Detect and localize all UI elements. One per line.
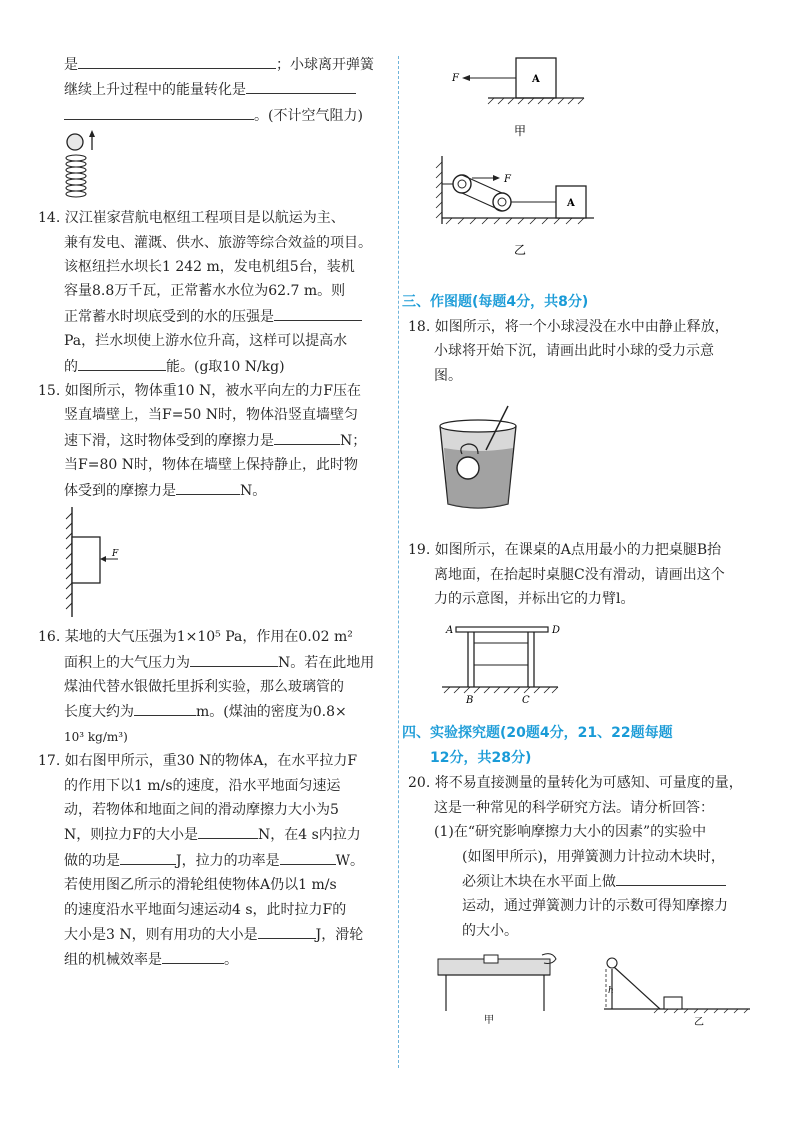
answer-blank[interactable]	[120, 848, 176, 865]
q17-line: 动，若物体和地面之间的滑动摩擦力大小为5	[64, 801, 339, 818]
q15-line: 竖直墙壁上，当F=50 N时，物体沿竖直墙壁匀	[64, 407, 358, 424]
answer-blank[interactable]	[64, 103, 254, 120]
q17-line: 的作用下以1 m/s的速度，沿水平地面匀速运	[64, 777, 341, 794]
question-18	[408, 315, 760, 538]
height-label: h	[608, 986, 614, 997]
q17-text: 。	[224, 952, 238, 969]
figure-20	[408, 949, 760, 1029]
q16-line: 10³ kg/m³)	[64, 729, 128, 744]
q17-text: J，滑轮	[315, 926, 364, 943]
q20-line: 这是一种常见的科学研究方法。请分析回答：	[434, 799, 714, 816]
answer-blank[interactable]	[280, 848, 336, 865]
desk-figure	[408, 621, 760, 719]
q20-text: 必须让木块在水平面上做	[462, 874, 616, 891]
q13-text: ；小球离开弹簧	[276, 57, 374, 73]
q17-text: N，则拉力F的大小是	[64, 827, 198, 844]
q15-text: N。	[240, 482, 267, 499]
answer-blank[interactable]	[190, 650, 278, 667]
caption-jia: 甲	[484, 1015, 494, 1027]
block-a-label: A	[532, 74, 540, 85]
right-column	[402, 52, 760, 1029]
q16-line: 煤油代替水银做托里拆利实验，那么玻璃管的	[64, 678, 344, 695]
point-b-label: B	[466, 695, 474, 707]
beaker-ball-figure	[408, 388, 760, 538]
spring-ball-figure	[64, 128, 390, 206]
q15-text: N；	[340, 432, 367, 449]
question-20	[408, 771, 760, 1029]
q17-text: 大小是3 N，则有用功的大小是	[64, 926, 258, 943]
q16-line: 16. 某地的大气压强为1×10⁵ Pa，作用在0.02 m²	[38, 629, 353, 646]
q16-text: 长度大约为	[64, 704, 134, 721]
point-c-label: C	[522, 695, 530, 707]
answer-blank[interactable]	[134, 699, 196, 716]
answer-blank[interactable]	[198, 822, 258, 839]
q19-line: 力的示意图，并标出它的力臂l。	[434, 591, 635, 608]
section-3-heading: 三、作图题(每题4分，共8分)	[402, 294, 589, 310]
answer-blank[interactable]	[78, 354, 166, 371]
answer-blank[interactable]	[258, 922, 316, 939]
q17-text: N，在4 s内拉力	[257, 827, 361, 844]
force-label: F	[112, 549, 119, 560]
force-label: F	[452, 73, 459, 84]
q18-line: 小球将开始下沉，请画出此时小球的受力示意	[434, 343, 714, 360]
q20-line: (如图甲所示)，用弹簧测力计拉动木块时，	[462, 848, 725, 865]
question-17	[38, 749, 390, 973]
q13-text: 。(不计空气阻力)	[254, 107, 363, 124]
q17-line: 的速度沿水平地面匀速运动4 s，此时拉力F的	[64, 901, 347, 918]
figure-17	[408, 52, 760, 282]
q17-text: 组的机械效率是	[64, 952, 162, 969]
point-a-label: A	[446, 625, 454, 637]
q16-text: m。(煤油的密度为0.8×	[196, 704, 347, 721]
q17-text: 做的功是	[64, 852, 120, 869]
force-label: F	[504, 174, 511, 185]
caption-yi: 乙	[694, 1017, 704, 1029]
block-a-label: A	[567, 198, 575, 209]
answer-blank[interactable]	[274, 304, 362, 321]
q20-line: 的大小。	[462, 922, 518, 939]
q14-line: 14. 汉江崔家营航电枢纽工程项目是以航运为主、	[38, 210, 345, 227]
q16-text: 面积上的大气压力为	[64, 654, 190, 671]
q15-line: 15. 如图所示，物体重10 N，被水平向左的力F压在	[38, 383, 361, 400]
question-15	[38, 379, 390, 625]
question-16	[38, 625, 390, 749]
q14-line: 兼有发电、灌溉、供水、旅游等综合效益的项目。	[64, 234, 372, 251]
column-divider	[398, 56, 399, 1068]
question-14	[38, 206, 390, 379]
q20-line: (1)在“研究影响摩擦力大小的因素”的实验中	[434, 824, 707, 841]
q13-text: 继续上升过程中的能量转化是	[64, 82, 246, 99]
q14-text: 的	[64, 358, 78, 375]
q20-line: 运动，通过弹簧测力计的示数可得知摩擦力	[462, 898, 728, 915]
q14-text: 能。(g取10 N/kg)	[166, 358, 285, 375]
q15-text: 速下滑，这时物体受到的摩擦力是	[64, 432, 274, 449]
section-4-heading: 四、实验探究题(20题4分，21、22题每题 12分，共28分)	[402, 725, 673, 767]
answer-blank[interactable]	[246, 77, 356, 94]
question-19	[408, 538, 760, 719]
answer-blank[interactable]	[176, 478, 240, 495]
q17-text: W。	[335, 852, 365, 869]
q17-line: 若使用图乙所示的滑轮组使物体A仍以1 m/s	[64, 877, 337, 894]
answer-blank[interactable]	[78, 52, 276, 69]
q20-line: 20. 将不易直接测量的量转化为可感知、可量度的量，	[408, 775, 743, 792]
q15-line: 当F=80 N时，物体在墙壁上保持静止，此时物	[64, 457, 358, 474]
point-d-label: D	[552, 625, 561, 637]
q14-line: Pa，拦水坝使上游水位升高，这样可以提高水	[64, 333, 348, 350]
q14-line: 容量8.8万千瓦，正常蓄水水位为62.7 m。则	[64, 283, 346, 300]
wall-block-figure	[38, 503, 390, 625]
q14-line: 正常蓄水时坝底受到的水的压强是	[64, 308, 274, 325]
caption-yi: 乙	[514, 243, 527, 257]
q18-line: 18. 如图所示，将一个小球浸没在水中由静止释放，	[408, 319, 729, 335]
q13-text: 是	[64, 57, 78, 73]
q15-text: 体受到的摩擦力是	[64, 482, 176, 499]
caption-jia: 甲	[514, 124, 527, 138]
q19-line: 19. 如图所示，在课桌的A点用最小的力把桌腿B抬	[408, 542, 722, 559]
question-13	[64, 52, 390, 206]
q14-line: 该枢纽拦水坝长1 242 m，发电机组5台，装机	[64, 259, 355, 276]
answer-blank[interactable]	[616, 869, 726, 886]
answer-blank[interactable]	[162, 947, 224, 964]
q18-line: 图。	[434, 367, 462, 384]
q17-line: 17. 如右图甲所示，重30 N的物体A，在水平拉力F	[38, 753, 358, 770]
left-column	[38, 52, 390, 973]
q17-text: J，拉力的功率是	[176, 852, 280, 869]
q19-line: 离地面，在抬起时桌腿C没有滑动，请画出这个	[434, 566, 725, 583]
q16-text: N。若在此地用	[278, 654, 375, 671]
answer-blank[interactable]	[274, 428, 340, 445]
